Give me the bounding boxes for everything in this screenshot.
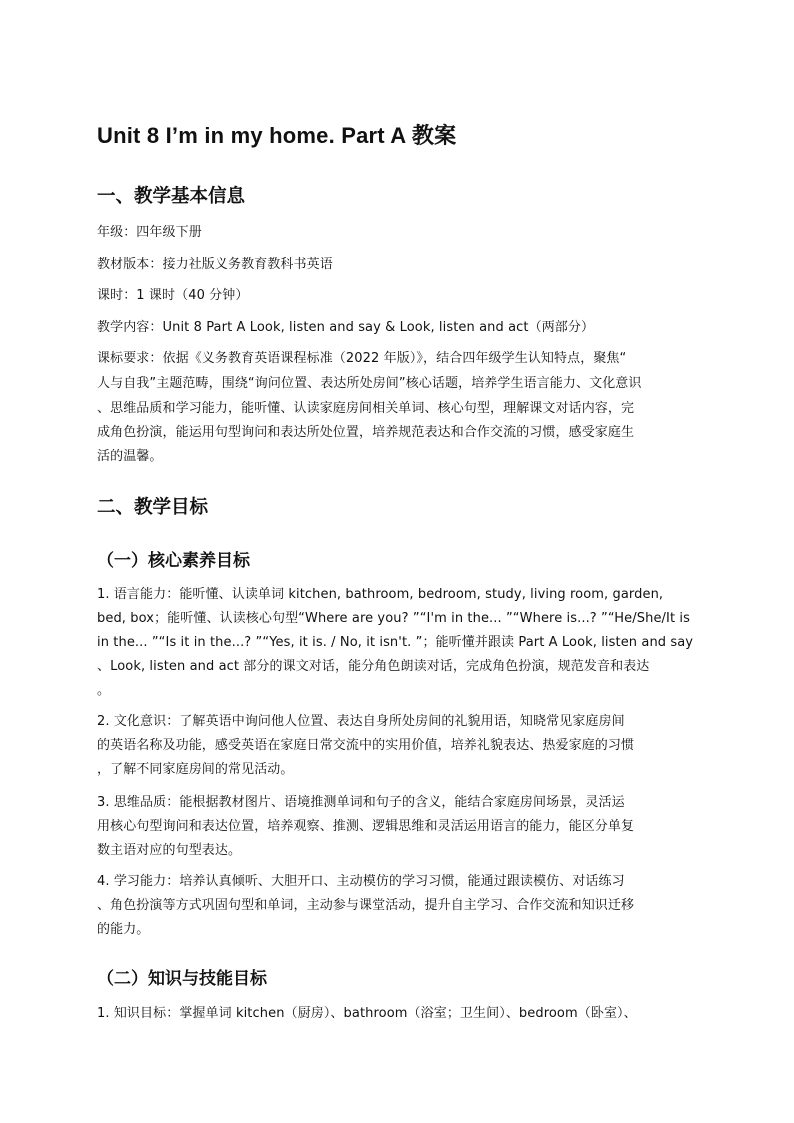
section-heading-objectives: 二、教学目标 <box>97 497 209 518</box>
subsection-heading-core-literacy: （一）核心素养目标 <box>97 551 250 571</box>
objective-1-line: bed, box；能听懂、认读核心句型“Where are you? ”“I'm in the... ”“Where is...? ”“He/She/It is <box>97 611 690 626</box>
objective-4-line: 的能力。 <box>97 922 150 937</box>
objective-4-line: 、角色扮演等方式巩固句型和单词，主动参与课堂活动，提升自主学习、合作交流和知识迁移 <box>97 898 635 913</box>
standard-line: 、思维品质和学习能力，能听懂、认读家庭房间相关单词、核心句型，理解课文对话内容，完 <box>97 401 635 416</box>
objective-2-line: 的英语名称及功能，感受英语在家庭日常交流中的实用价值，培养礼貌表达、热爱家庭的习惯 <box>97 738 635 753</box>
standard-line: 活的温馨。 <box>97 449 163 464</box>
objective-3-line: 3. 思维品质：能根据教材图片、语境推测单词和句子的含义，能结合家庭房间场景，灵活运 <box>97 795 625 810</box>
standard-line: 课标要求：依据《义务教育英语课程标准（2022 年版）》，结合四年级学生认知特点，聚焦“ <box>97 351 627 366</box>
objective-1-line: 1. 语言能力：能听懂、认读单词 kitchen, bathroom, bedroom, study, living room, garden, <box>97 587 664 602</box>
section-heading-basic-info: 一、教学基本信息 <box>97 186 246 207</box>
objective-4-line: 4. 学习能力：培养认真倾听、大胆开口、主动模仿的学习习惯，能通过跟读模仿、对话练习 <box>97 874 625 889</box>
info-edition: 教材版本：接力社版义务教育教科书英语 <box>97 257 333 272</box>
knowledge-objective-line: 1. 知识目标：掌握单词 kitchen（厨房）、bathroom（浴室；卫生间）、bedroom（卧室）、 <box>97 1006 637 1021</box>
objective-2-line: 2. 文化意识：了解英语中询问他人位置、表达自身所处房间的礼貌用语，知晓常见家庭房间 <box>97 714 625 729</box>
subsection-heading-knowledge-skills: （二）知识与技能目标 <box>97 969 267 989</box>
objective-3-line: 用核心句型询问和表达位置，培养观察、推测、逻辑思维和灵活运用语言的能力，能区分单复 <box>97 819 635 834</box>
objective-1-line: 。 <box>97 683 111 698</box>
objective-1-line: in the... ”“Is it in the...? ”“Yes, it is. / No, it isn't. ”；能听懂并跟读 Part A Look, listen and say <box>97 635 694 650</box>
standard-line: 成角色扮演，能运用句型询问和表达所处位置，培养规范表达和合作交流的习惯，感受家庭生 <box>97 425 635 440</box>
info-grade: 年级：四年级下册 <box>97 225 202 240</box>
info-periods: 课时：1 课时（40 分钟） <box>97 288 249 303</box>
document-title: Unit 8 I’m in my home. Part A 教案 <box>97 123 457 148</box>
info-content: 教学内容：Unit 8 Part A Look, listen and say & Look, listen and act（两部分） <box>97 320 595 335</box>
objective-3-line: 数主语对应的句型表达。 <box>97 843 242 858</box>
objective-1-line: 、Look, listen and act 部分的课文对话，能分角色朗读对话，完成角色扮演，规范发音和表达 <box>97 659 650 674</box>
standard-line: 人与自我”主题范畴，围绕“询问位置、表达所处房间”核心话题，培养学生语言能力、文化意识 <box>97 376 642 391</box>
objective-2-line: ，了解不同家庭房间的常见活动。 <box>97 762 294 777</box>
